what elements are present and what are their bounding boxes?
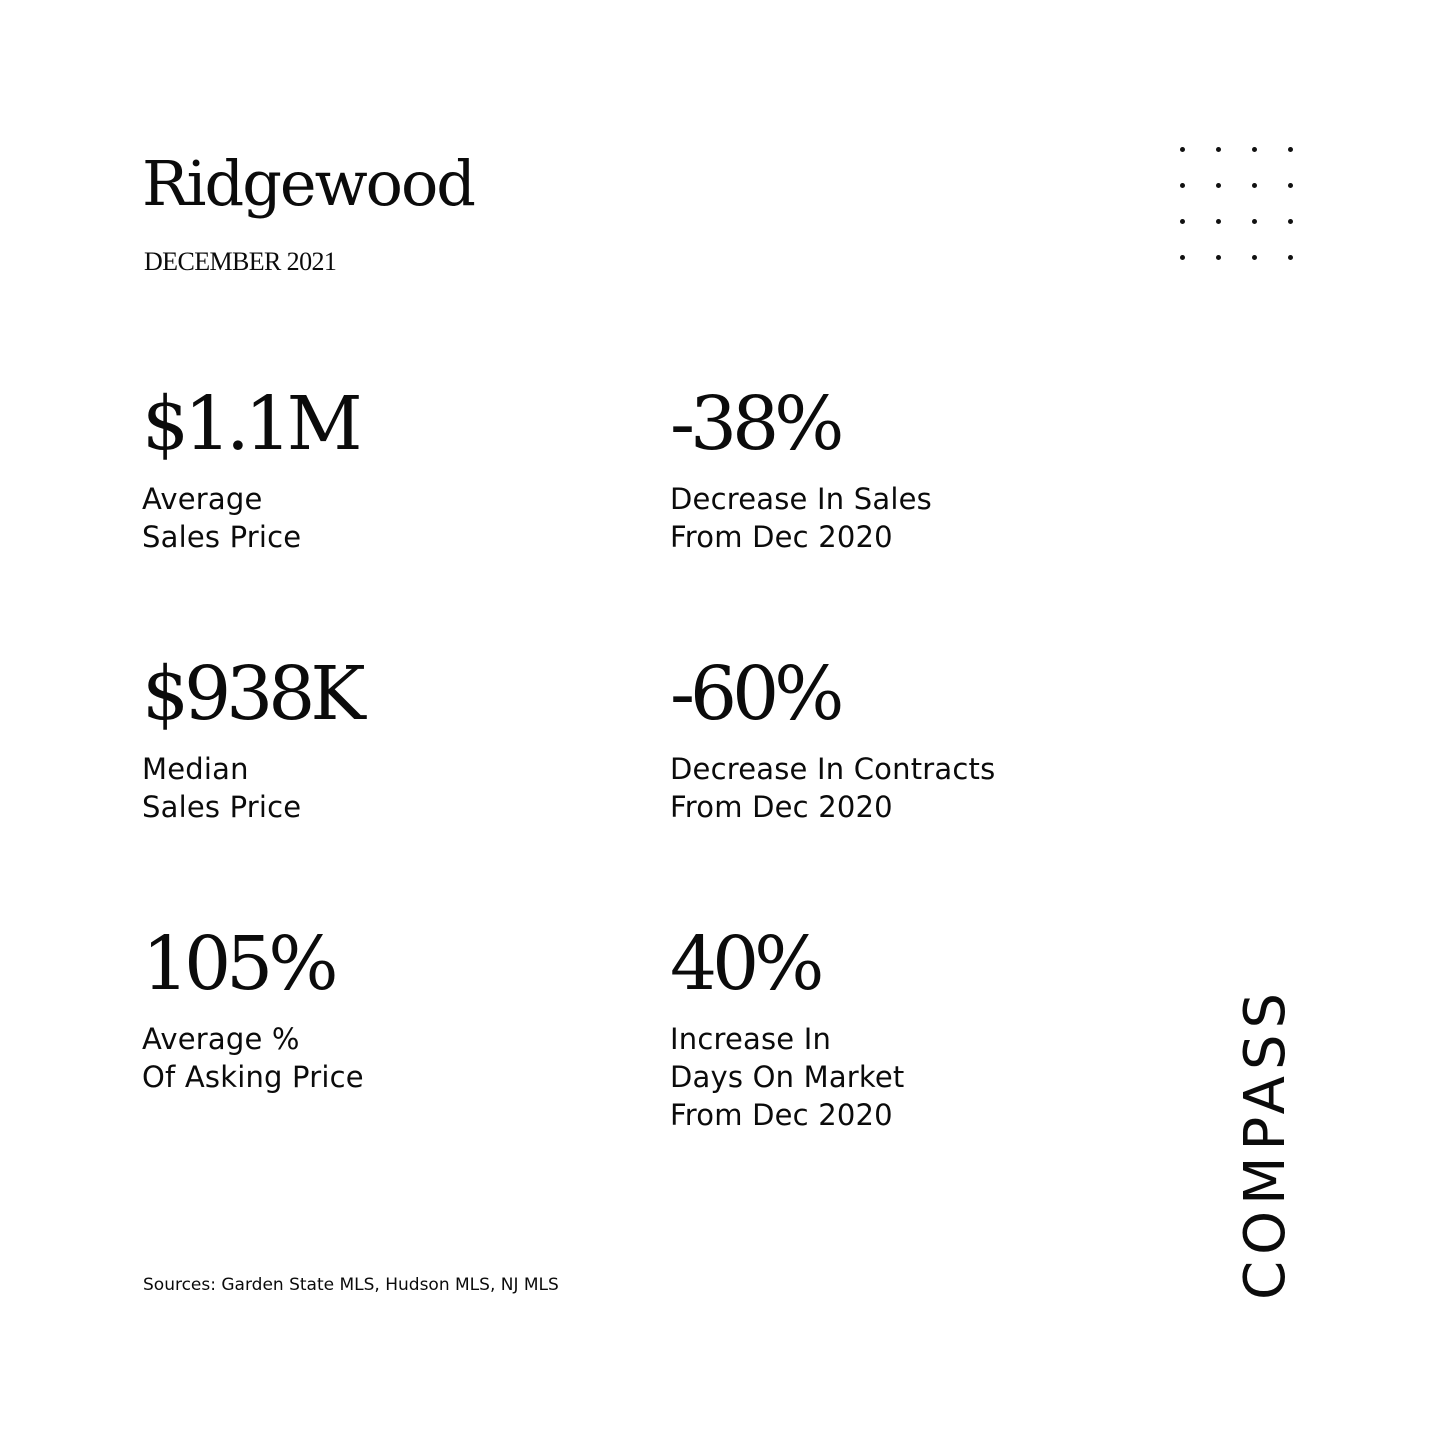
dot bbox=[1252, 219, 1257, 224]
dot bbox=[1288, 183, 1293, 188]
dot bbox=[1288, 255, 1293, 260]
stat-value: $1.1M bbox=[142, 381, 358, 467]
dot bbox=[1252, 147, 1257, 152]
stat-label: Median Sales Price bbox=[142, 752, 302, 824]
stat-sales-change bbox=[670, 376, 1130, 556]
stat-label: Average % Of Asking Price bbox=[142, 1022, 364, 1094]
dot bbox=[1180, 219, 1185, 224]
stat-asking-price-ratio bbox=[142, 916, 602, 1096]
sources-note: Sources: Garden State MLS, Hudson MLS, NJ MLS bbox=[143, 1275, 559, 1295]
stat-value: 40% bbox=[670, 921, 820, 1007]
stat-value: $938K bbox=[142, 651, 361, 737]
stat-days-on-market-change bbox=[670, 916, 1130, 1134]
dot bbox=[1216, 147, 1221, 152]
dot bbox=[1216, 219, 1221, 224]
stat-value: 105% bbox=[142, 921, 334, 1007]
stat-value: -38% bbox=[670, 381, 840, 467]
dot bbox=[1288, 147, 1293, 152]
report-date: DECEMBER 2021 bbox=[144, 247, 337, 276]
logo-text: COMPASS bbox=[1233, 986, 1298, 1300]
dot bbox=[1252, 255, 1257, 260]
stat-average-sales-price bbox=[142, 376, 602, 556]
page-title: Ridgewood bbox=[142, 147, 474, 220]
stat-contracts-change bbox=[670, 646, 1130, 826]
dot bbox=[1252, 183, 1257, 188]
dot bbox=[1288, 219, 1293, 224]
stat-label: Average Sales Price bbox=[142, 482, 302, 554]
stat-label: Increase In Days On Market From Dec 2020 bbox=[670, 1022, 905, 1132]
stat-label: Decrease In Contracts From Dec 2020 bbox=[670, 752, 996, 824]
dot bbox=[1216, 183, 1221, 188]
compass-logo bbox=[1233, 950, 1298, 1300]
dot bbox=[1180, 183, 1185, 188]
stat-median-sales-price bbox=[142, 646, 602, 826]
dot bbox=[1180, 147, 1185, 152]
dot bbox=[1180, 255, 1185, 260]
stat-label: Decrease In Sales From Dec 2020 bbox=[670, 482, 932, 554]
dot bbox=[1216, 255, 1221, 260]
dot-grid-decoration bbox=[1172, 142, 1302, 272]
stat-value: -60% bbox=[670, 651, 840, 737]
